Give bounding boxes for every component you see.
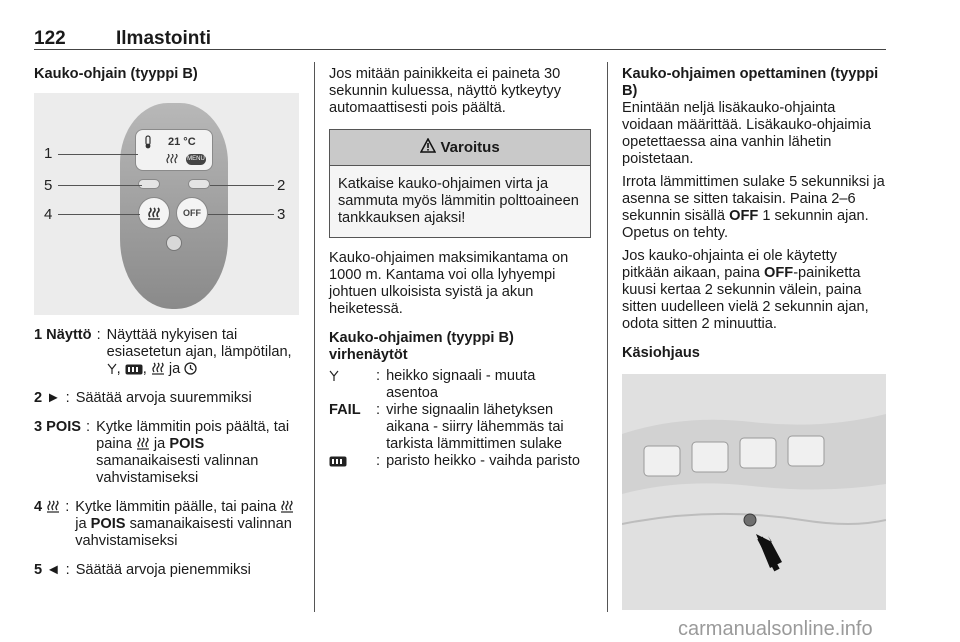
fault-heading: Kauko-ohjaimen (tyyppi B) virhenäytöt xyxy=(329,330,514,363)
remote-display xyxy=(135,129,213,171)
heater-icon xyxy=(151,362,165,375)
fault-row-signal: : heikko signaali - muuta asentoa xyxy=(329,368,591,402)
fault-desc: virhe signaalin lähetyksen aikana - siirry lähemmäs tai tarkista lämmittimen sulake xyxy=(386,402,564,452)
section-heading-manual: Käsiohjaus xyxy=(622,345,700,361)
learning-paragraph-3: Jos kauko-ohjainta ei ole käytetty pitkään aikaan, paina OFF-painiketta kuusi kertaa 2 sekunnin välein, paina sitten uudelleen vielä 2 sekunnin ajan, odota sitten 2 minuuttia. xyxy=(622,248,869,332)
off-button: OFF xyxy=(176,197,208,229)
manual-control-figure xyxy=(622,374,886,610)
callout-line-4 xyxy=(58,214,140,215)
display-temperature: 21 °C xyxy=(168,136,196,148)
column-1 xyxy=(34,66,299,579)
item-term: 1 Näyttö xyxy=(34,327,92,343)
item-increase: 2 ► : Säätää arvoja suuremmiksi xyxy=(34,390,299,407)
watermark: carmanualsonline.info xyxy=(678,618,873,640)
item-term: 4 xyxy=(34,499,60,550)
heater-icon xyxy=(280,500,294,513)
callout-line-1 xyxy=(58,154,138,155)
heater-icon xyxy=(147,206,161,220)
column-divider-2 xyxy=(607,62,608,612)
learning-paragraph-1: Enintään neljä lisäkauko-ohjainta voidaan määrittää. Lisäkauko-ohjaimia opetettaessa aina vanhin lähetin poistetaan. xyxy=(622,100,872,167)
warning-title: Varoitus xyxy=(440,139,500,156)
heater-icon xyxy=(136,437,150,450)
antenna-icon xyxy=(329,370,339,382)
warning-header xyxy=(330,130,590,166)
section-heading-remote: Kauko-ohjain (tyyppi B) xyxy=(34,66,198,82)
learning-paragraph-2: Irrota lämmittimen sulake 5 sekunniksi ja asenna se sitten takaisin. Paina 2–6 sekunnin sisällä OFF 1 sekunnin ajan. Opetus on tehty. xyxy=(622,174,885,241)
callout-line-3 xyxy=(208,214,274,215)
fault-list xyxy=(329,368,591,470)
callout-line-5 xyxy=(58,185,142,186)
left-arrow-button xyxy=(138,179,160,189)
column-divider-1 xyxy=(314,62,315,612)
callout-1: 1 xyxy=(44,145,53,162)
fault-term: FAIL xyxy=(329,402,361,418)
item-desc: Kytke lämmitin päälle, tai paina ja POIS samanaikaisesti valinnan vahvistamiseksi xyxy=(75,499,299,550)
callout-4: 4 xyxy=(44,206,53,223)
item-decrease: 5 ◄ : Säätää arvoja pienemmiksi xyxy=(34,562,299,579)
callout-line-2 xyxy=(210,185,274,186)
antenna-icon xyxy=(107,363,117,375)
item-term: 3 POIS xyxy=(34,419,82,435)
header-rule xyxy=(34,49,886,50)
fault-row-battery: : paristo heikko - vaihda paristo xyxy=(329,453,591,470)
callout-5: 5 xyxy=(44,177,53,194)
fault-row-fail: FAIL : virhe signaalin lähetyksen aikana - siirry lähemmäs tai tarkista lämmittimen sulake xyxy=(329,402,591,453)
item-desc: Säätää arvoja suuremmiksi xyxy=(75,390,252,406)
small-button xyxy=(166,235,182,251)
heater-on-button xyxy=(138,197,170,229)
item-heater-on: 4 : Kytke lämmitin päälle, tai paina ja POIS samanaikaisesti valinnan vahvistamiseksi xyxy=(34,499,299,550)
section-heading-learning: Kauko-ohjaimen opettaminen (tyyppi B) xyxy=(622,66,879,99)
fault-term xyxy=(329,453,371,470)
clock-icon xyxy=(184,362,197,375)
right-arrow-button xyxy=(188,179,210,189)
page-number: 122 xyxy=(34,28,66,49)
thermometer-icon xyxy=(142,135,154,149)
column-2 xyxy=(329,66,591,470)
warning-text: Katkaise kauko-ohjaimen virta ja sammuta myös lämmitin polttoaineen tankkauksen ajaksi! xyxy=(338,176,579,226)
fault-desc: paristo heikko - vaihda paristo xyxy=(386,453,580,469)
battery-icon xyxy=(125,364,143,375)
callout-3: 3 xyxy=(277,206,286,223)
remote-control-figure xyxy=(34,93,299,315)
item-term: 2 ► xyxy=(34,390,61,406)
page-title: Ilmastointi xyxy=(116,28,212,49)
item-off: 3 POIS : Kytke lämmitin pois päältä, tai paina ja POIS samanaikaisesti valinnan vahvistamiseksi xyxy=(34,419,299,487)
menu-badge: MENU xyxy=(186,154,206,165)
item-desc: Näyttää nykyisen tai esiasetetun ajan, lämpötilan, , , ja xyxy=(106,327,292,377)
dashboard-illustration xyxy=(622,374,886,610)
warning-triangle-icon xyxy=(420,138,436,153)
battery-icon xyxy=(329,456,347,467)
range-paragraph: Kauko-ohjaimen maksimikantama on 1000 m. Kantama voi olla lyhyempi johtuen ulkoisista syistä ja akun heiketessä. xyxy=(329,250,569,317)
item-term: 5 ◄ xyxy=(34,562,61,578)
heat-waves-icon xyxy=(166,154,180,164)
fault-term xyxy=(329,368,371,402)
fault-desc: heikko signaali - muuta asentoa xyxy=(386,368,536,401)
item-display: 1 Näyttö : Näyttää nykyisen tai esiasetetun ajan, lämpötilan, , , ja xyxy=(34,327,299,378)
intro-paragraph: Jos mitään painikkeita ei paineta 30 sekunnin kuluessa, näyttö kytkeytyy automaattisesti pois päältä. xyxy=(329,66,561,116)
callout-2: 2 xyxy=(277,177,286,194)
item-desc: Säätää arvoja pienemmiksi xyxy=(75,562,251,578)
item-desc: Kytke lämmitin pois päältä, tai paina ja POIS samanaikaisesti valinnan vahvistamiseksi xyxy=(96,419,290,486)
column-3 xyxy=(622,66,886,610)
heater-icon xyxy=(46,500,60,513)
warning-box xyxy=(329,129,591,238)
